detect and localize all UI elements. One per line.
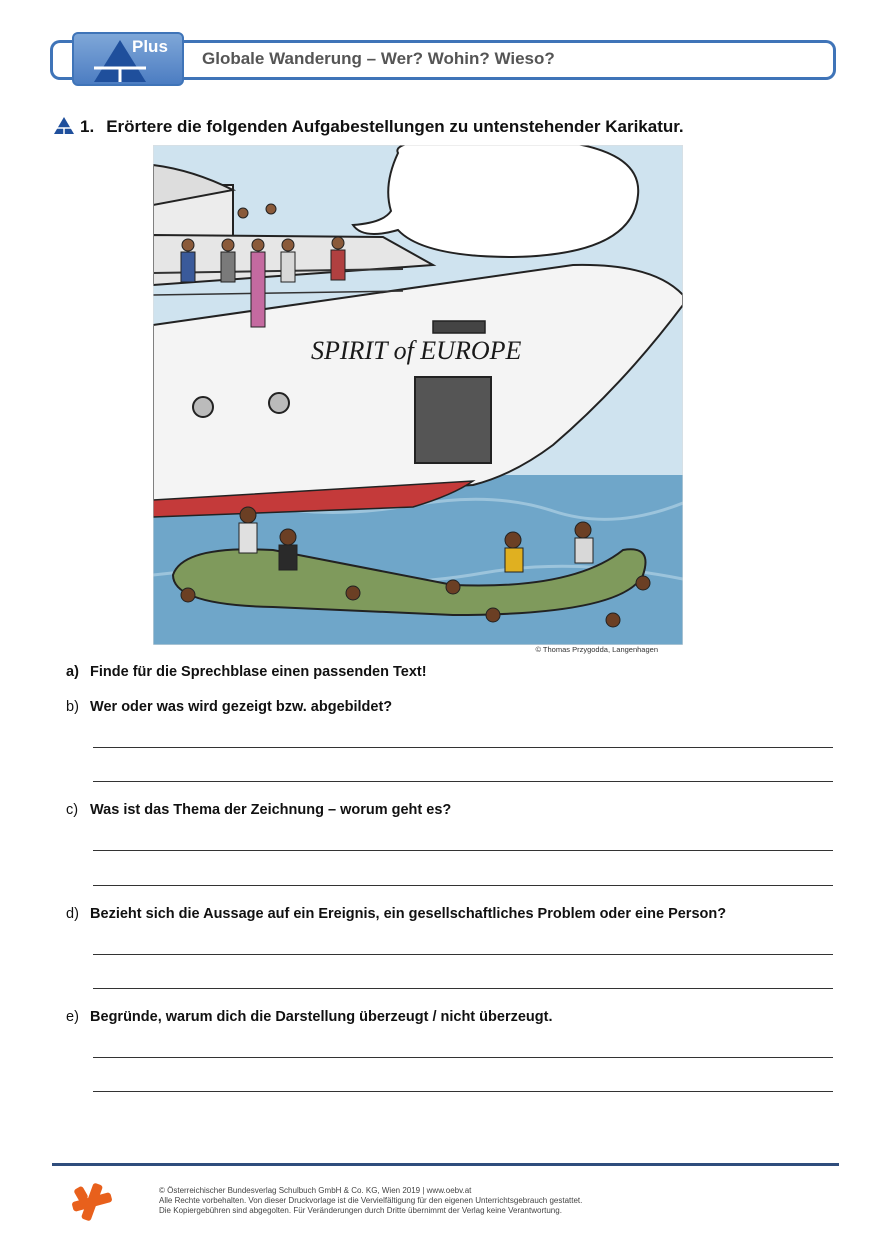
cartoon-credit: © Thomas Przygodda, Langenhagen <box>535 645 658 654</box>
question-d <box>66 906 726 922</box>
page-title: Globale Wanderung – Wer? Wohin? Wieso? <box>202 49 555 68</box>
plus-logo <box>72 32 184 86</box>
task-heading <box>54 117 684 137</box>
answer-line[interactable] <box>93 954 833 955</box>
answer-line[interactable] <box>93 1091 833 1092</box>
answer-line[interactable] <box>93 885 833 886</box>
question-c <box>66 802 451 818</box>
question-label: c) <box>66 802 79 818</box>
oebv-logo <box>72 1183 112 1226</box>
answer-line[interactable] <box>93 747 833 748</box>
answer-line[interactable] <box>93 850 833 851</box>
question-label: e) <box>66 1009 79 1025</box>
answer-line[interactable] <box>93 781 833 782</box>
question-label: a) <box>66 664 79 680</box>
plus-logo-text: Plus <box>132 37 168 56</box>
answer-line[interactable] <box>93 1057 833 1058</box>
answer-line[interactable] <box>93 988 833 989</box>
cartoon-drawing <box>153 145 683 645</box>
question-a <box>66 664 427 680</box>
footer-line-3: Die Kopiergebühren sind abgegolten. Für Veränderungen durch Dritte übernimmt der Verlag keine Verantwortung. <box>159 1206 562 1215</box>
question-text: Wer oder was wird gezeigt bzw. abgebildet? <box>90 699 393 715</box>
cartoon-illustration <box>153 145 683 645</box>
question-b <box>66 699 392 715</box>
question-text: Finde für die Sprechblase einen passenden Text! <box>90 664 427 680</box>
ship-name: SPIRIT of EUROPE <box>311 336 522 365</box>
footer-line-2: Alle Rechte vorbehalten. Von dieser Druckvorlage ist die Vervielfältigung für den eigenen Unterrichtsgebrauch gestattet. <box>159 1196 583 1205</box>
question-e <box>66 1009 552 1025</box>
question-text: Begründe, warum dich die Darstellung überzeugt / nicht überzeugt. <box>90 1009 553 1025</box>
question-text: Bezieht sich die Aussage auf ein Ereignis, ein gesellschaftliches Problem oder eine Person? <box>90 906 727 922</box>
question-label: b) <box>66 699 79 715</box>
page-header <box>50 37 836 80</box>
triangle-bullet-icon <box>54 117 74 134</box>
task-number: 1. <box>80 117 95 136</box>
task-text: Erörtere die folgenden Aufgabestellungen zu untenstehender Karikatur. <box>106 117 684 136</box>
question-label: d) <box>66 906 79 922</box>
question-text: Was ist das Thema der Zeichnung – worum geht es? <box>90 802 452 818</box>
footer-line-1: © Österreichischer Bundesverlag Schulbuch GmbH & Co. KG, Wien 2019 | www.oebv.at <box>159 1186 472 1195</box>
footer-copyright <box>159 1186 582 1216</box>
publisher-logo-icon <box>72 1183 112 1221</box>
footer-rule <box>52 1163 839 1166</box>
